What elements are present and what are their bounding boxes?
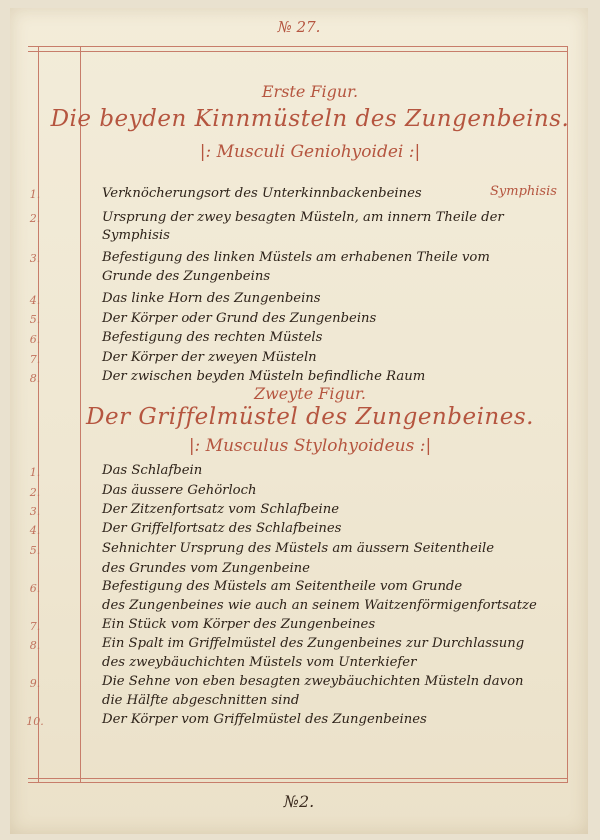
figure1-label: Erste Figur.	[261, 82, 359, 101]
figure2-latin-name: |: Musculus Stylohyoideus :|	[188, 436, 432, 456]
list-item: Der Körper der zweyen Müsteln	[102, 350, 317, 365]
manuscript-page	[10, 8, 588, 834]
list-item: Ein Stück vom Körper des Zungenbeines	[102, 617, 376, 632]
list-item-number: 7.	[29, 620, 41, 633]
list-item-number: 4.	[29, 524, 41, 537]
top-rule	[28, 46, 568, 47]
list-item-number: 3.	[29, 505, 41, 518]
list-item: Der Zitzenfortsatz vom Schlafbeine	[102, 502, 340, 517]
list-item: Sehnichter Ursprung des Müstels am äussern Seitentheile	[102, 541, 495, 556]
list-item: Ein Spalt im Griffelmüstel des Zungenbeines zur Durchlassung	[102, 636, 525, 651]
list-item: Befestigung des linken Müstels am erhabenen Theile vom	[102, 250, 490, 265]
top-rule-inner	[28, 51, 568, 52]
figure1-latin-name: |: Musculi Geniohyoidei :|	[199, 142, 421, 162]
list-item-number: 7.	[29, 353, 41, 366]
list-item-number: 9.	[29, 677, 41, 690]
list-item: Der Griffelfortsatz des Schlafbeines	[102, 521, 342, 536]
list-item: Die Sehne von eben besagten zweybäuchichten Müsteln davon	[102, 674, 524, 689]
list-item-number: 3.	[29, 252, 41, 265]
list-item-number: 1.	[29, 466, 41, 479]
list-item-number: 8.	[29, 372, 41, 385]
list-item-number: 8.	[29, 639, 41, 652]
list-item-number: 5.	[29, 544, 41, 557]
figure2-label: Zweyte Figur.	[253, 384, 367, 403]
list-item: Das linke Horn des Zungenbeins	[102, 291, 321, 306]
list-item-number: 6.	[29, 582, 41, 595]
list-item-number: 4.	[29, 294, 41, 307]
list-item-continuation: Grunde des Zungenbeins	[102, 269, 271, 284]
list-item: Der Körper vom Griffelmüstel des Zungenbeines	[102, 712, 427, 727]
bottom-rule-inner	[28, 778, 568, 779]
list-item: Befestigung des rechten Müstels	[102, 330, 323, 345]
list-item: Das äussere Gehörloch	[102, 483, 257, 498]
list-item: Verknöcherungsort des Unterkinnbackenbeines	[102, 186, 422, 201]
list-item: Das Schlafbein	[102, 463, 203, 478]
list-item: Ursprung der zwey besagten Müsteln, am innern Theile der	[102, 210, 504, 225]
list-item: Befestigung des Müstels am Seitentheile vom Grunde	[102, 579, 463, 594]
list-item-number: 1.	[29, 188, 41, 201]
page-number-bottom: №2.	[283, 792, 315, 811]
list-item-number: 2.	[29, 486, 41, 499]
bottom-rule	[28, 782, 568, 783]
list-item-continuation: des Grundes vom Zungenbeine	[102, 561, 310, 576]
list-item-continuation: des zweybäuchichten Müstels vom Unterkiefer	[102, 655, 417, 670]
list-item-number: 6.	[29, 333, 41, 346]
list-item-continuation: die Hälfte abgeschnitten sind	[102, 693, 300, 708]
page-number-top: № 27.	[277, 18, 321, 36]
list-item-number: 2.	[29, 212, 41, 225]
list-item-number: 5.	[29, 313, 41, 326]
list-item-number: 10.	[26, 715, 44, 728]
list-item: Der zwischen beyden Müsteln befindliche Raum	[102, 369, 426, 384]
list-item-continuation: des Zungenbeines wie auch an seinem Waitzenförmigenfortsatze	[102, 598, 537, 613]
figure1-title: Die beyden Kinnmüsteln des Zungenbeins.	[50, 106, 570, 132]
list-item-continuation: Symphisis	[102, 228, 170, 243]
figure2-title: Der Griffelmüstel des Zungenbeines.	[86, 404, 534, 430]
margin-note-symphisis: Symphisis	[490, 184, 557, 199]
left-rule-outer	[38, 46, 39, 783]
list-item: Der Körper oder Grund des Zungenbeins	[102, 311, 377, 326]
